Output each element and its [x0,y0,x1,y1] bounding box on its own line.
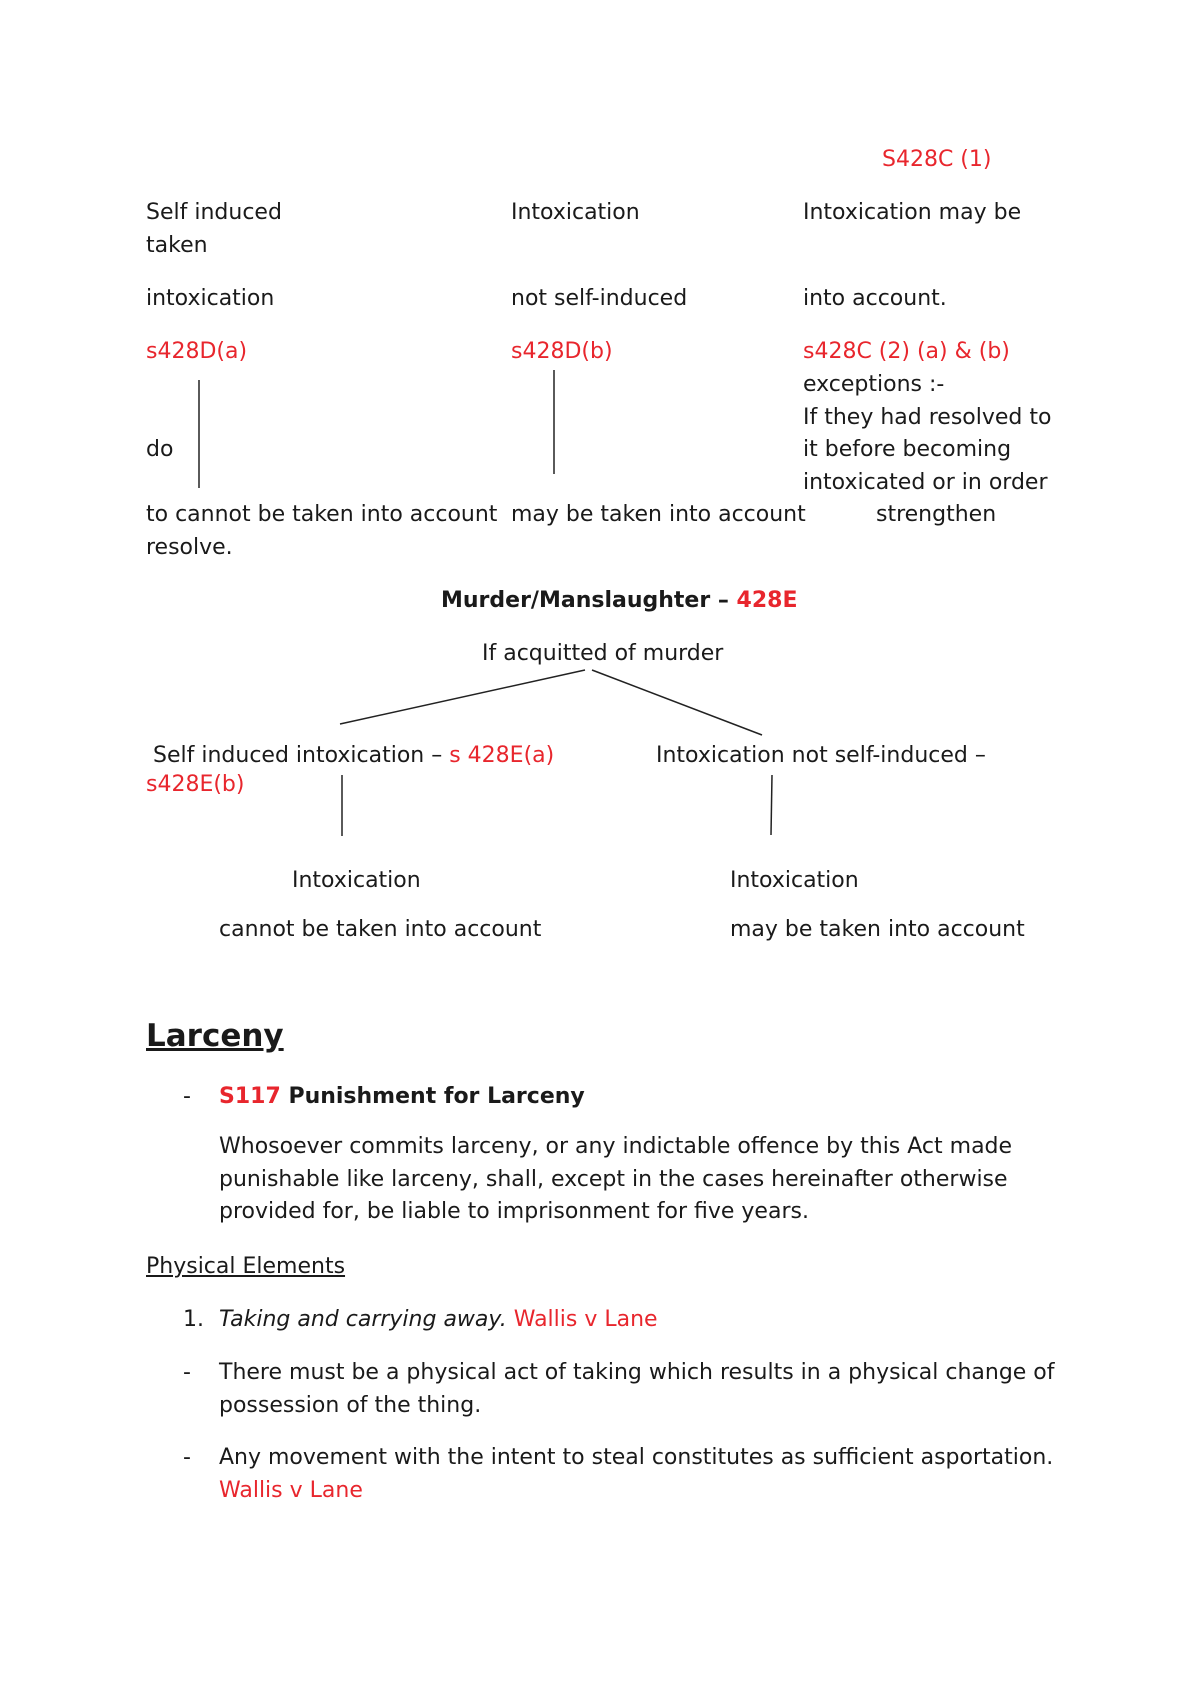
murder-title-text: Murder/Manslaughter – [441,588,737,613]
vline-right-branch [771,775,772,835]
s117-dash: - [183,1084,191,1109]
s117-title [219,1081,585,1113]
right-branch-ref: s428E(b) [146,772,245,797]
col1-line3: intoxication [146,286,275,311]
acquitted-label: If acquitted of murder [482,641,724,666]
right-branch-label: Intoxication not self-induced – [656,743,986,768]
col3-ref: s428C (2) (a) & (b) [803,339,1010,364]
right-outcome-line2: may be taken into account [730,917,1025,942]
murder-title [441,585,797,617]
larceny-heading: Larceny [146,1018,284,1054]
col2-result: may be taken into account [511,502,806,527]
item1-line [219,1304,658,1336]
branch-right-line [592,670,762,735]
right-outcome-line1: Intoxication [730,868,859,893]
col3-line1: Intoxication may be [803,200,1022,225]
bullet2-dash: - [183,1445,191,1470]
col1-result: to cannot be taken into account [146,502,498,527]
left-branch-ref: s 428E(a) [449,743,555,768]
s117-text: Whosoever commits larceny, or any indictable offence by this Act made punishable like larceny, shall, except in the cases hereinafter otherwise provided for, be liable to imprisonment for five years. [219,1134,1013,1224]
col2-ref: s428D(b) [511,339,613,364]
col1-resolve: resolve. [146,535,233,560]
left-branch-label [153,740,554,772]
item1-text: Taking and carrying away. [219,1307,507,1332]
bullet2-text: Any movement with the intent to steal constitutes as sufficient asportation. [219,1445,1054,1470]
col3-exc-line4: intoxicated or in order [803,470,1048,495]
item1-case-ref: Wallis v Lane [513,1307,658,1332]
item1-number: 1. [183,1307,204,1332]
s117-title-text: Punishment for Larceny [280,1084,585,1109]
col3-line2: into account. [803,286,947,311]
s428c1-ref: S428C (1) [882,147,992,172]
murder-title-ref: 428E [736,588,798,613]
bullet2-case-ref: Wallis v Lane [219,1477,363,1503]
s117-ref: S117 [219,1084,281,1109]
col3-exc-line3: it before becoming [803,437,1012,462]
col3-strengthen: strengthen [876,502,997,527]
col3-exceptions: exceptions :- [803,372,945,397]
col3-exc-line2: If they had resolved to [803,405,1052,430]
left-outcome-line1: Intoxication [292,868,421,893]
bullet1-text: There must be a physical act of taking which results in a physical change of possession of the thing. [219,1360,1055,1418]
bullet2 [219,1442,1089,1507]
col2-line2: not self-induced [511,286,688,311]
col1-ref: s428D(a) [146,339,248,364]
col1-do: do [146,437,174,462]
col1-line1: Self induced [146,200,282,225]
col1-line2: taken [146,233,208,258]
bullet1-dash: - [183,1360,191,1385]
left-branch-text: Self induced intoxication – [153,743,450,768]
col2-line1: Intoxication [511,200,640,225]
left-outcome-line2: cannot be taken into account [219,917,542,942]
branch-left-line [340,670,585,724]
physical-elements-heading: Physical Elements [146,1254,346,1279]
